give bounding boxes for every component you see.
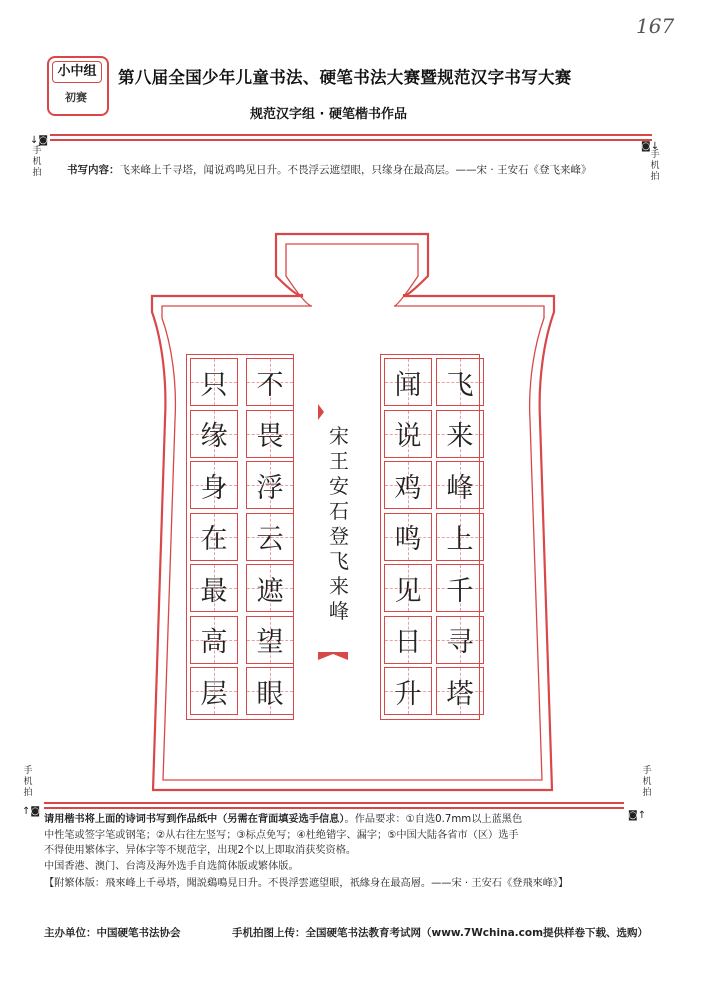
phone-label-bottom-right: 手 机 拍 [642, 766, 652, 798]
instructions-line-4: 中国香港、澳门、台湾及海外选手自选简体版或繁体版。 [44, 860, 299, 872]
badge-group-label: 小中组 [52, 61, 102, 83]
camera-icon: ◙ [641, 141, 651, 152]
written-character: 眼 [256, 678, 284, 710]
written-character: 遮 [256, 575, 284, 607]
arrow-down-icon: ↓ [650, 141, 660, 152]
writing-cell [246, 616, 294, 664]
written-character: 浮 [256, 472, 284, 504]
written-character: 在 [200, 524, 228, 555]
writing-cell [246, 461, 294, 509]
writing-cell [190, 616, 238, 664]
written-character: 只 [200, 369, 228, 401]
writing-cell [190, 667, 238, 715]
phone-label-top-right: 手 机 拍 [650, 150, 660, 182]
written-character: 缘 [200, 421, 228, 452]
writing-cell [190, 410, 238, 458]
writing-content-label: 书写内容： [67, 164, 120, 176]
camera-icon: ◙ [38, 135, 49, 146]
writing-cell [246, 564, 294, 612]
bottom-left-marker [22, 799, 40, 818]
written-character: 鸡 [394, 472, 422, 504]
footer-organizer: 主办单位：中国硬笔书法协会 [44, 927, 181, 939]
written-character: 畏 [256, 421, 284, 452]
writing-cell [436, 667, 484, 715]
writing-cell [436, 513, 484, 561]
written-character: 不 [256, 369, 284, 401]
written-character: 高 [200, 627, 228, 658]
arrow-up-icon: ↑ [22, 806, 31, 817]
phone-label-bottom-left: 手 机 拍 [23, 766, 33, 798]
instructions-requirements: 。作品要求：①自选0.7mm以上蓝黑色 [344, 814, 523, 825]
written-character: 来 [446, 421, 474, 452]
written-character: 说 [394, 421, 422, 452]
phone-label-top-left: 手 机 拍 [32, 146, 42, 178]
camera-icon: ◙ [30, 806, 41, 817]
traditional-version: 【附繁体版：飛來峰上千尋塔，聞説鷄鳴見日升。不畏浮雲遮望眼，祇緣身在最高層。——宋 · 王安石《登飛來峰》】 [44, 878, 569, 889]
camera-icon: ◙ [628, 810, 638, 821]
writing-cell [436, 358, 484, 406]
instructions-line-1 [44, 812, 659, 828]
writing-cell [436, 616, 484, 664]
writing-cell [384, 461, 432, 509]
writing-cell [436, 410, 484, 458]
written-character: 望 [256, 627, 284, 658]
written-character: 千 [446, 575, 474, 607]
writing-cell [384, 513, 432, 561]
instructions-lead: 请用楷书将上面的诗词书写到作品纸中（另需在背面填妥选手信息） [44, 814, 345, 825]
instructions [44, 812, 659, 892]
written-character: 闻 [394, 369, 422, 401]
writing-cell [384, 410, 432, 458]
written-character: 最 [200, 575, 228, 607]
writing-cell [246, 513, 294, 561]
writing-cell [190, 358, 238, 406]
writing-content-text: 飞来峰上千寻塔，闻说鸡鸣见日升。不畏浮云遮望眼，只缘身在最高层。——宋 · 王安石《登飞来峰》 [119, 164, 592, 176]
page-number: 167 [636, 14, 675, 38]
written-character: 见 [394, 575, 422, 607]
writing-cell [246, 410, 294, 458]
writing-cell [436, 461, 484, 509]
bottom-divider [44, 802, 624, 809]
written-character: 上 [446, 524, 474, 555]
instructions-line-2: 中性笔或签字笔或钢笔；②从右往左竖写；③标点免写；④杜绝错字、漏字；⑤中国大陆各省市（区）选手 [44, 829, 519, 841]
author-title-column: 宋 王 安 石 登 飞 来 峰 [329, 424, 349, 623]
writing-cell [384, 667, 432, 715]
writing-cell [436, 564, 484, 612]
writing-cell [190, 564, 238, 612]
writing-cell [384, 564, 432, 612]
written-character: 鸣 [394, 524, 422, 555]
writing-cell [190, 513, 238, 561]
writing-cell [190, 461, 238, 509]
arrow-down-icon: ↓ [30, 135, 39, 146]
writing-cell [384, 358, 432, 406]
written-character: 寻 [446, 627, 474, 658]
written-character: 升 [394, 678, 422, 710]
written-character: 身 [200, 472, 228, 504]
arrow-up-icon: ↑ [637, 810, 647, 821]
written-character: 飞 [446, 369, 474, 401]
written-character: 云 [256, 524, 284, 555]
written-character: 峰 [446, 472, 474, 504]
page-title: 第八届全国少年儿童书法、硬笔书法大赛暨规范汉字书写大赛 [118, 68, 572, 87]
footer-upload-info: 手机拍图上传：全国硬笔书法教育考试网（www.7Wchina.com提供样卷下载、选购） [232, 927, 649, 939]
badge-round-label: 初赛 [65, 91, 87, 104]
writing-cell [384, 616, 432, 664]
writing-cell [246, 358, 294, 406]
instructions-line-3: 不得使用繁体字、异体字等不规范字，出现2个以上即取消获奖资格。 [44, 845, 357, 856]
written-character: 塔 [446, 678, 474, 710]
page-subtitle: 规范汉字组 · 硬笔楷书作品 [250, 107, 407, 122]
written-character: 日 [394, 627, 422, 658]
written-character: 层 [200, 678, 228, 710]
writing-cell [246, 667, 294, 715]
